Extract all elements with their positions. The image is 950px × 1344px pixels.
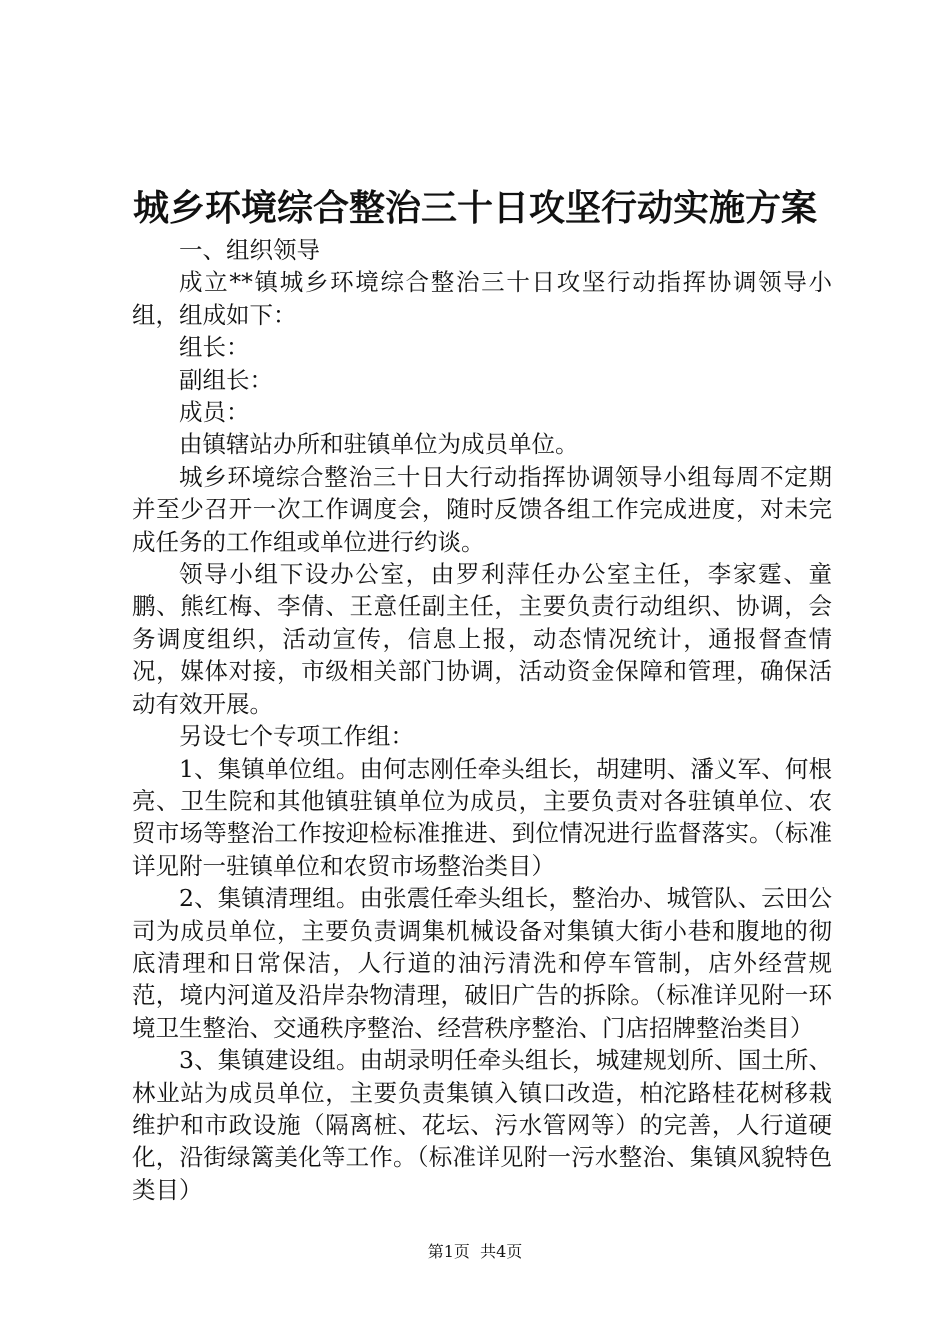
document-body: [132, 234, 832, 1206]
paragraph: 由镇辖站办所和驻镇单位为成员单位。: [179, 430, 579, 459]
paragraph: 成立**镇城乡环境综合整治三十日攻坚行动指挥协调领导小组，组成如下：: [132, 268, 832, 329]
paragraph: 城乡环境综合整治三十日大行动指挥协调领导小组每周不定期并至少召开一次工作调度会，随时反馈各组工作完成进度，对未完成任务的工作组或单位进行约谈。: [132, 462, 832, 556]
paragraph: 另设七个专项工作组：: [179, 722, 414, 751]
paragraph: 组长：: [179, 333, 250, 362]
section-heading: 一、组织领导: [179, 236, 320, 264]
page-number-label: 第1页 共4页: [427, 1242, 523, 1261]
page-footer: [0, 1240, 950, 1264]
paragraph: 副组长：: [179, 365, 273, 394]
document-title: 城乡环境综合整治三十日攻坚行动实施方案: [132, 187, 817, 229]
paragraph: 领导小组下设办公室，由罗利萍任办公室主任，李家霆、童鹏、熊红梅、李倩、王意任副主任，主要负责行动组织、协调，会务调度组织，活动宣传，信息上报，动态情况统计，通报督查情况，媒体对接，市级相关部门协调，活动资金保障和管理，确保活动有效开展。: [132, 560, 832, 718]
paragraph: 成员：: [179, 398, 250, 427]
paragraph: 2、集镇清理组。由张震任牵头组长，整治办、城管队、云田公司为成员单位，主要负责调集机械设备对集镇大街小巷和腹地的彻底清理和日常保洁，人行道的油污清洗和停车管制，店外经营规范，境内河道及沿岸杂物清理，破旧广告的拆除。（标准详见附一环境卫生整治、交通秩序整治、经营秩序整治、门店招牌整治类目）: [132, 884, 832, 1042]
paragraph: 1、集镇单位组。由何志刚任牵头组长，胡建明、潘义军、何根亮、卫生院和其他镇驻镇单位为成员，主要负责对各驻镇单位、农贸市场等整治工作按迎检标准推进、到位情况进行监督落实。（标准详见附一驻镇单位和农贸市场整治类目）: [132, 754, 832, 880]
paragraph: 3、集镇建设组。由胡录明任牵头组长，城建规划所、国土所、林业站为成员单位，主要负责集镇入镇口改造，柏沱路桂花树移栽维护和市政设施（隔离桩、花坛、污水管网等）的完善，人行道硬化，沿街绿篱美化等工作。（标准详见附一污水整治、集镇风貌特色类目）: [132, 1046, 832, 1204]
